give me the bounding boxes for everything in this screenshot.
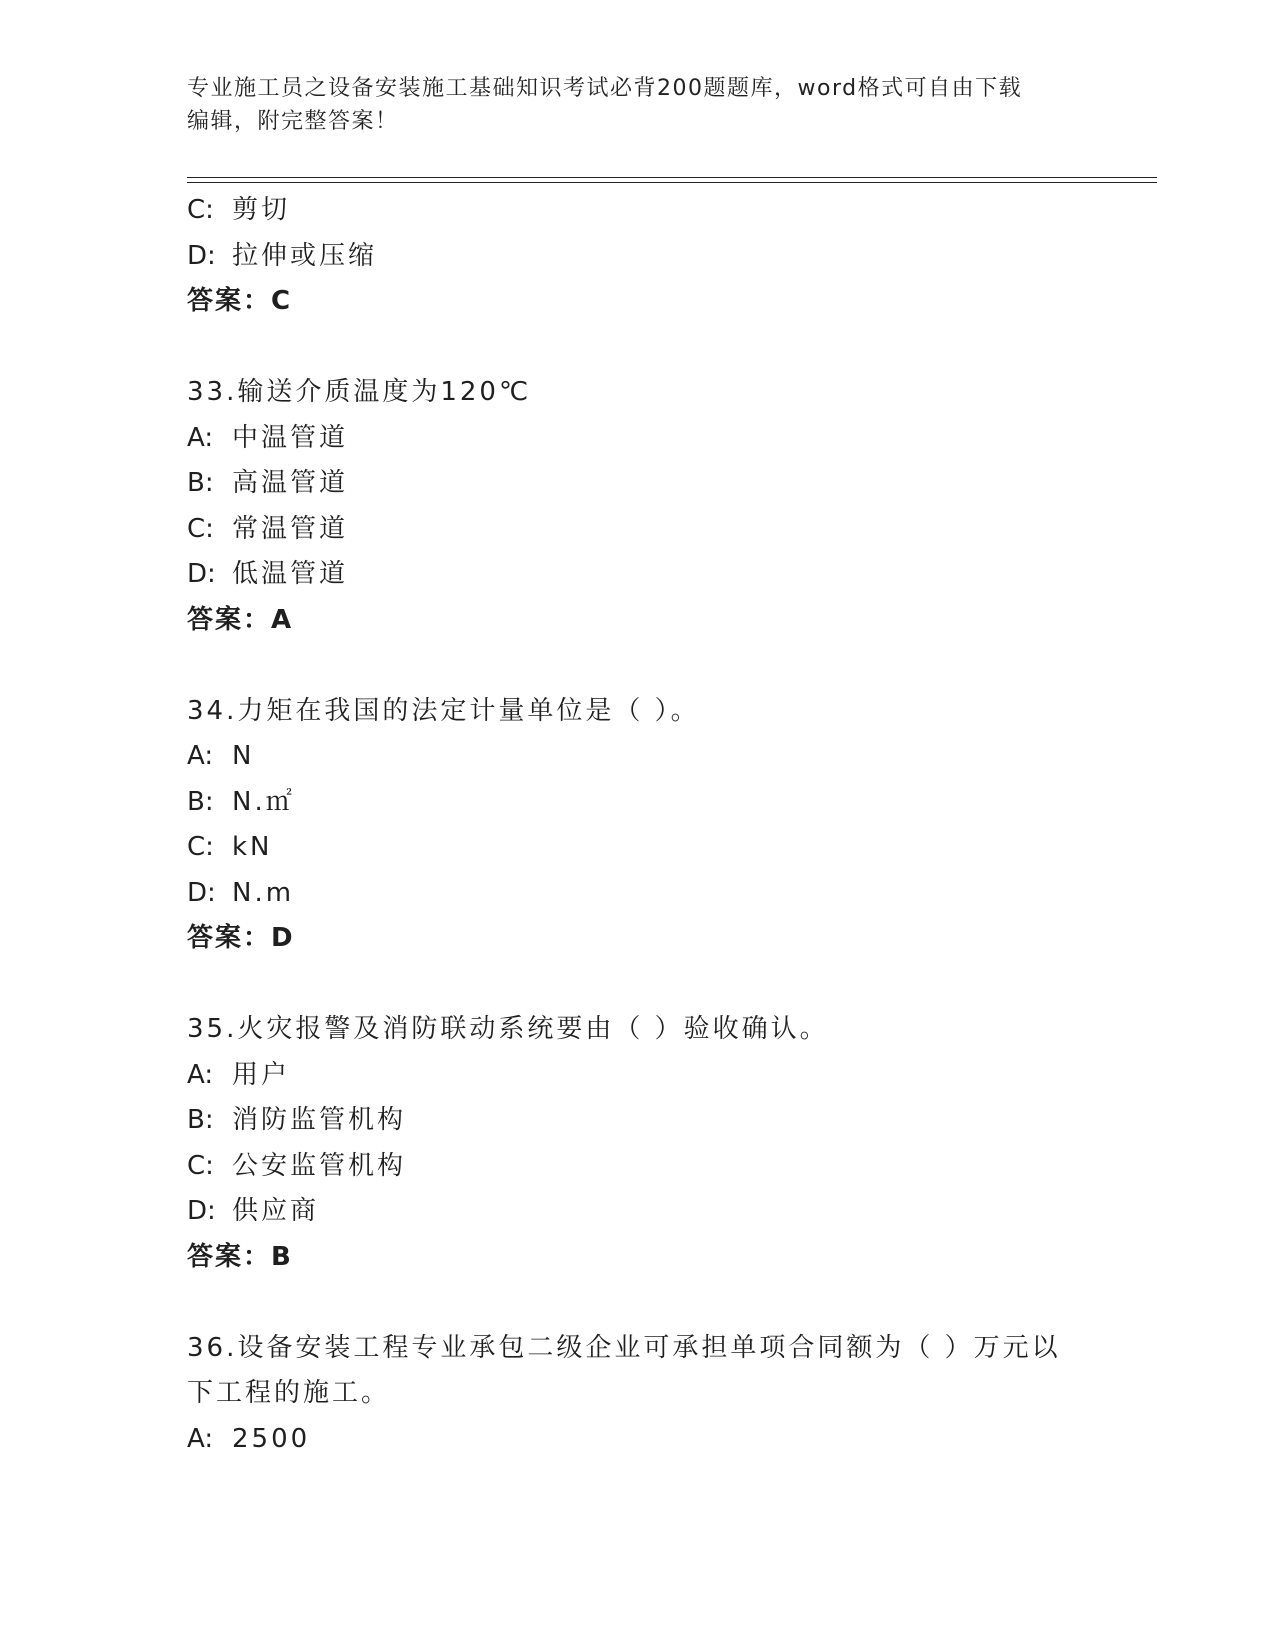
answer-line: [187, 1235, 1087, 1281]
option-b: [187, 1098, 1087, 1144]
option-a: [187, 1053, 1087, 1099]
option-text: 拉伸或压缩: [232, 240, 378, 271]
question-34: [187, 689, 1087, 962]
option-a: [187, 416, 1087, 462]
header-title-line-1: 专业施工员之设备安装施工基础知识考试必背200题题库，word格式可自由下载: [187, 76, 1023, 101]
option-text: 低温管道: [232, 559, 349, 589]
answer-line: [187, 598, 1087, 644]
question-text-line-2: 下工程的施工。: [187, 1378, 391, 1408]
option-c: [187, 825, 1087, 871]
option-a: [187, 1417, 1087, 1463]
answer-value: C: [271, 286, 292, 316]
spacer: [187, 325, 1087, 371]
question-text: 35.火灾报警及消防联动系统要由（ ）验收确认。: [187, 1014, 829, 1044]
question-text: 33.输送介质温度为120℃: [187, 377, 532, 407]
question-text-line-1: 36.设备安装工程专业承包二级企业可承担单项合同额为（ ）万元以: [187, 1332, 1061, 1363]
option-text: 高温管道: [232, 468, 349, 498]
option-label: C:: [187, 195, 214, 225]
option-label: D:: [187, 240, 216, 271]
answer-label: 答案：: [187, 286, 272, 316]
document-header: [187, 72, 1077, 138]
option-label: D:: [187, 559, 216, 589]
option-c: [187, 507, 1087, 553]
answer-line: [187, 279, 1087, 325]
header-divider-bottom: [187, 182, 1157, 183]
option-d: [187, 871, 1087, 917]
question-text: 34.力矩在我国的法定计量单位是（ ）。: [187, 695, 700, 726]
option-text: 常温管道: [232, 513, 349, 544]
option-label: C:: [187, 1150, 214, 1181]
question-32-continuation: [187, 188, 1087, 325]
option-text: N: [232, 741, 255, 771]
question-35: [187, 1007, 1087, 1280]
option-label: C:: [187, 832, 214, 862]
option-c: [187, 1144, 1087, 1190]
option-label: B:: [187, 1105, 214, 1135]
answer-value: B: [271, 1241, 292, 1272]
answer-value: D: [271, 923, 294, 953]
option-text: kN: [232, 832, 273, 862]
option-label: C:: [187, 513, 214, 544]
option-d: [187, 1189, 1087, 1235]
header-title-line-2: 编辑，附完整答案！: [187, 109, 399, 134]
question-36: [187, 1326, 1087, 1463]
spacer: [187, 643, 1087, 689]
question-list: [187, 188, 1087, 1462]
answer-label: 答案：: [187, 923, 272, 953]
option-label: A:: [187, 1059, 214, 1090]
option-label: D:: [187, 877, 216, 908]
option-c: [187, 188, 1087, 234]
answer-value: A: [271, 604, 293, 635]
option-b: [187, 461, 1087, 507]
spacer: [187, 962, 1087, 1008]
option-text: N.㎡: [232, 786, 295, 817]
option-label: B:: [187, 786, 214, 817]
header-divider-top: [187, 177, 1157, 178]
option-text: 消防监管机构: [232, 1105, 407, 1135]
option-label: A:: [187, 422, 214, 453]
question-33: [187, 370, 1087, 643]
answer-label: 答案：: [187, 1241, 272, 1272]
option-text: 公安监管机构: [232, 1150, 407, 1181]
option-text: N.m: [232, 877, 295, 908]
option-label: A:: [187, 741, 214, 771]
answer-label: 答案：: [187, 604, 272, 635]
option-text: 剪切: [232, 195, 291, 225]
spacer: [187, 1280, 1087, 1326]
option-text: 用户: [232, 1059, 291, 1090]
option-label: A:: [187, 1423, 214, 1454]
option-label: D:: [187, 1196, 216, 1226]
option-text: 供应商: [232, 1196, 320, 1226]
option-text: 中温管道: [232, 422, 349, 453]
option-d: [187, 234, 1087, 280]
option-label: B:: [187, 468, 214, 498]
answer-line: [187, 916, 1087, 962]
option-a: [187, 734, 1087, 780]
option-b: [187, 780, 1087, 826]
option-text: 2500: [232, 1423, 311, 1454]
option-d: [187, 552, 1087, 598]
